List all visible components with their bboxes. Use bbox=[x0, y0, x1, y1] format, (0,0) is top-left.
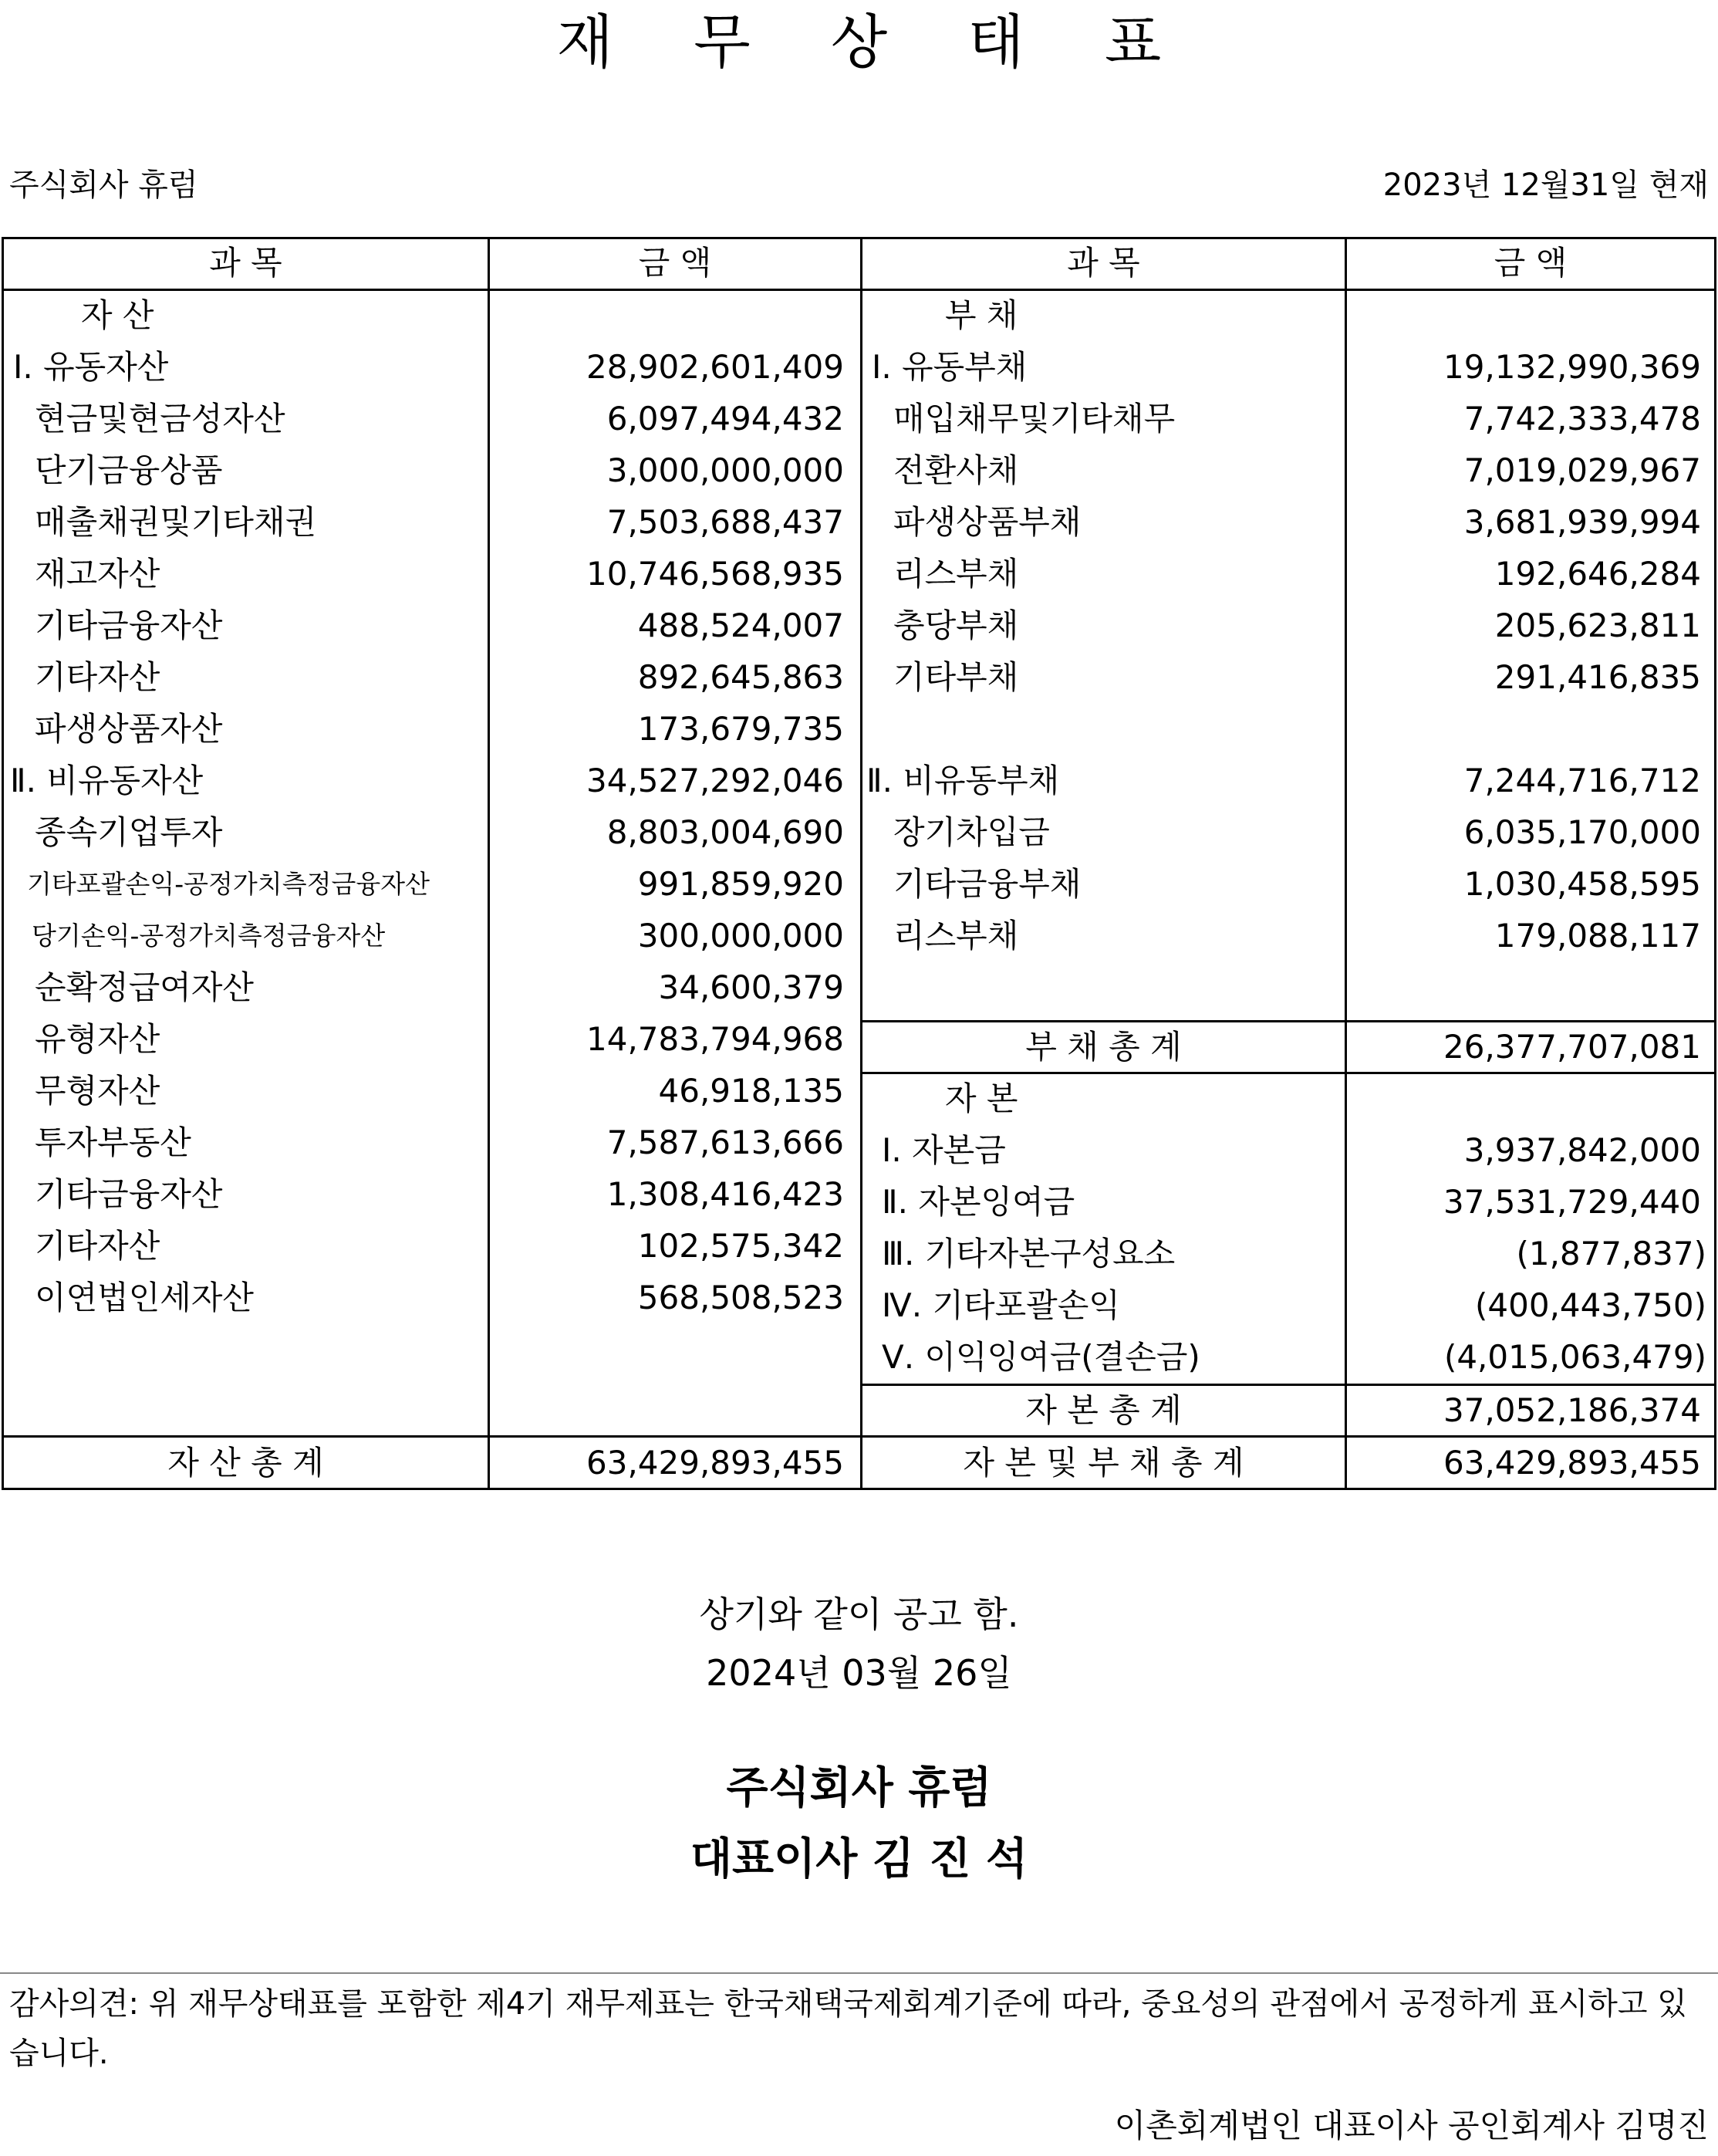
asset-value: 34,527,292,046 bbox=[586, 762, 844, 799]
equity-value: 37,531,729,440 bbox=[1443, 1183, 1701, 1221]
asset-value: 300,000,000 bbox=[637, 917, 844, 955]
asset-label: 이연법인세자산 bbox=[35, 1279, 255, 1316]
liabilities-section-heading: 부 채 bbox=[945, 296, 1018, 334]
assets-total-value: 63,429,893,455 bbox=[586, 1444, 844, 1482]
asset-value: 991,859,920 bbox=[637, 865, 844, 903]
liability-label: Ⅱ. 비유동부채 bbox=[866, 762, 1060, 799]
asset-value: 102,575,342 bbox=[637, 1227, 844, 1265]
liability-value: 7,742,333,478 bbox=[1463, 400, 1701, 438]
asset-value: 488,524,007 bbox=[637, 607, 844, 644]
asset-label: 투자부동산 bbox=[35, 1124, 191, 1161]
liability-value: 7,244,716,712 bbox=[1463, 762, 1701, 799]
balance-sheet-table bbox=[2, 237, 1716, 1490]
asset-label: 기타금융자산 bbox=[35, 1175, 223, 1213]
asset-label: 단기금융상품 bbox=[35, 451, 223, 489]
asset-value: 3,000,000,000 bbox=[606, 451, 844, 489]
liability-value: 7,019,029,967 bbox=[1463, 451, 1701, 489]
asset-value: 34,600,379 bbox=[658, 968, 844, 1006]
company-name: 주식회사 휴럼 bbox=[9, 167, 198, 203]
header-account-right: 과 목 bbox=[1067, 244, 1140, 282]
liability-value: 3,681,939,994 bbox=[1463, 503, 1701, 541]
as-of-date: 2023년 12월31일 현재 bbox=[1382, 167, 1709, 203]
equity-label: Ⅲ. 기타자본구성요소 bbox=[882, 1235, 1176, 1272]
notice-company: 주식회사 휴럼 bbox=[726, 1763, 992, 1813]
liability-label: 기타금융부채 bbox=[893, 865, 1082, 903]
equity-label: Ⅱ. 자본잉여금 bbox=[882, 1183, 1075, 1221]
equity-total-label: 자 본 총 계 bbox=[1025, 1391, 1182, 1429]
liability-label: 리스부채 bbox=[893, 917, 1019, 955]
asset-label: 현금및현금성자산 bbox=[35, 400, 285, 438]
asset-label: 파생상품자산 bbox=[35, 710, 223, 748]
equity-total-value: 37,052,186,374 bbox=[1443, 1391, 1701, 1429]
asset-value: 6,097,494,432 bbox=[606, 400, 844, 438]
document-title: 재 무 상 태 표 bbox=[556, 8, 1193, 76]
equity-value: (400,443,750) bbox=[1475, 1286, 1706, 1324]
assets-section-heading: 자 산 bbox=[81, 296, 154, 334]
liability-value: 19,132,990,369 bbox=[1443, 348, 1701, 386]
liability-label: 매입채무및기타채무 bbox=[893, 400, 1176, 438]
asset-label: 유형자산 bbox=[35, 1020, 160, 1058]
asset-value: 7,587,613,666 bbox=[606, 1124, 844, 1161]
asset-value: 568,508,523 bbox=[637, 1279, 844, 1316]
asset-value: 892,645,863 bbox=[637, 658, 844, 696]
asset-label: 기타자산 bbox=[35, 658, 160, 696]
asset-label: 종속기업투자 bbox=[35, 813, 223, 851]
asset-value: 14,783,794,968 bbox=[586, 1020, 844, 1058]
equity-value: 3,937,842,000 bbox=[1463, 1131, 1701, 1169]
asset-value: 1,308,416,423 bbox=[606, 1175, 844, 1213]
liability-label: 충당부채 bbox=[893, 607, 1019, 644]
notice-ceo: 대표이사 김 진 석 bbox=[690, 1834, 1028, 1884]
asset-label: 당기손익-공정가치측정금융자산 bbox=[32, 921, 386, 951]
liability-value: 6,035,170,000 bbox=[1463, 813, 1701, 851]
asset-label: Ⅰ. 유동자산 bbox=[13, 348, 169, 386]
asset-label: Ⅱ. 비유동자산 bbox=[10, 762, 204, 799]
liability-value: 1,030,458,595 bbox=[1463, 865, 1701, 903]
equity-value: (4,015,063,479) bbox=[1443, 1338, 1706, 1376]
footer-divider bbox=[0, 1972, 1718, 1974]
equity-value: (1,877,837) bbox=[1516, 1235, 1706, 1272]
liabilities-total-label: 부 채 총 계 bbox=[1025, 1028, 1182, 1066]
asset-label: 기타포괄손익-공정가치측정금융자산 bbox=[27, 869, 430, 899]
liability-value: 192,646,284 bbox=[1494, 555, 1701, 593]
liability-value: 205,623,811 bbox=[1494, 607, 1701, 644]
header-amount-left: 금 액 bbox=[638, 244, 712, 282]
assets-total-label: 자 산 총 계 bbox=[167, 1444, 324, 1482]
asset-label: 매출채권및기타채권 bbox=[35, 503, 317, 541]
liability-value: 179,088,117 bbox=[1494, 917, 1701, 955]
liability-label: 리스부채 bbox=[893, 555, 1019, 593]
asset-value: 10,746,568,935 bbox=[586, 555, 844, 593]
header-rule bbox=[4, 289, 1714, 291]
equity-label: Ⅴ. 이익잉여금(결손금) bbox=[882, 1338, 1200, 1376]
equity-section-heading: 자 본 bbox=[945, 1080, 1018, 1117]
asset-label: 기타금융자산 bbox=[35, 607, 223, 644]
asset-label: 재고자산 bbox=[35, 555, 160, 593]
liability-label: 파생상품부채 bbox=[893, 503, 1082, 541]
asset-label: 무형자산 bbox=[35, 1072, 160, 1110]
grand-total-value: 63,429,893,455 bbox=[1443, 1444, 1701, 1482]
liability-label: 전환사채 bbox=[893, 451, 1019, 489]
column-divider bbox=[860, 239, 862, 1488]
asset-value: 28,902,601,409 bbox=[586, 348, 844, 386]
asset-label: 기타자산 bbox=[35, 1227, 160, 1265]
liability-label: 기타부채 bbox=[893, 658, 1019, 696]
audit-opinion: 감사의견: 위 재무상태표를 포함한 제4기 재무제표는 한국채택국제회계기준에 따라, 중요성의 관점에서 공정하게 표시하고 있습니다. bbox=[9, 1986, 1687, 2071]
liabilities-total-value: 26,377,707,081 bbox=[1443, 1028, 1701, 1066]
asset-value: 173,679,735 bbox=[637, 710, 844, 748]
grand-total-label: 자 본 및 부 채 총 계 bbox=[963, 1444, 1244, 1482]
equity-label: Ⅰ. 자본금 bbox=[882, 1131, 1006, 1169]
liability-label: 장기차입금 bbox=[893, 813, 1050, 851]
auditor-signature: 이촌회계법인 대표이사 공인회계사 김명진 bbox=[1114, 2107, 1709, 2144]
asset-label: 순확정급여자산 bbox=[35, 968, 255, 1006]
header-account-left: 과 목 bbox=[209, 244, 282, 282]
asset-value: 8,803,004,690 bbox=[606, 813, 844, 851]
header-amount-right: 금 액 bbox=[1494, 244, 1568, 282]
liability-value: 291,416,835 bbox=[1494, 658, 1701, 696]
asset-value: 7,503,688,437 bbox=[606, 503, 844, 541]
liability-label: Ⅰ. 유동부채 bbox=[872, 348, 1028, 386]
notice-statement: 상기와 같이 공고 함. bbox=[699, 1593, 1019, 1635]
equity-label: Ⅳ. 기타포괄손익 bbox=[882, 1286, 1120, 1324]
asset-value: 46,918,135 bbox=[658, 1072, 844, 1110]
notice-date: 2024년 03월 26일 bbox=[706, 1652, 1012, 1694]
